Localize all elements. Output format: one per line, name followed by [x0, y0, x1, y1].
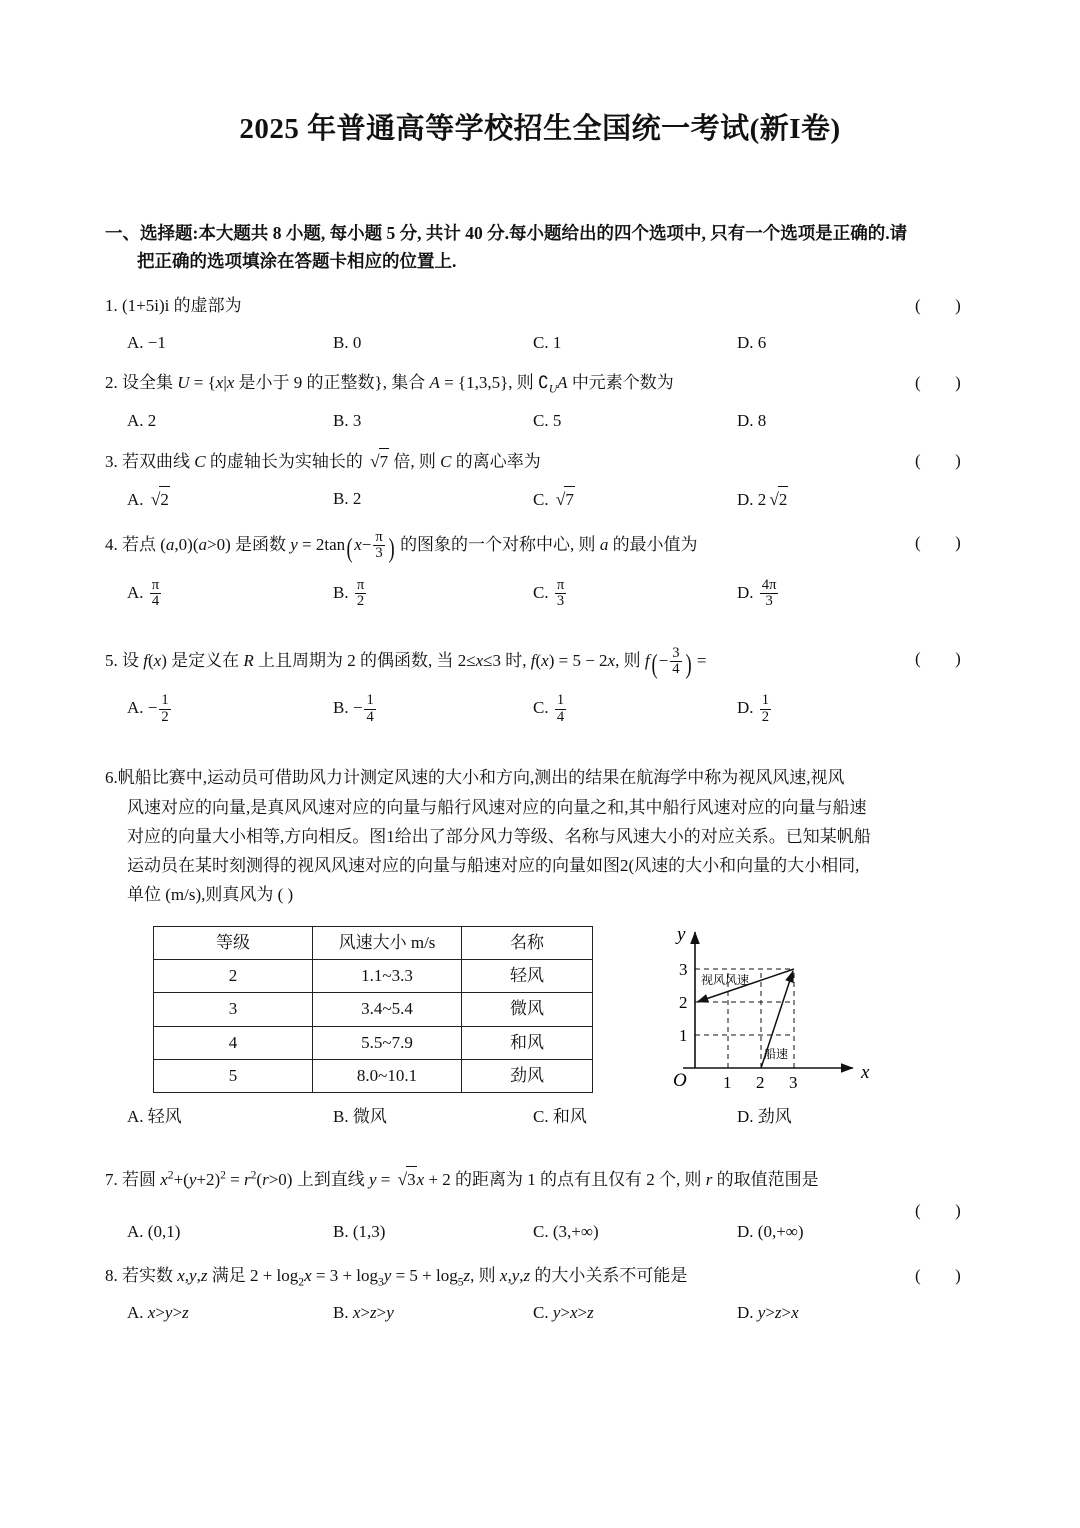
- question-6-line-1: 帆船比赛中,运动员可借助风力计测定风速的大小和方向,测出的结果在航海学中称为视风风速,视风: [117, 768, 845, 788]
- cell-speed: 1.1~3.3: [313, 959, 462, 992]
- question-8-number: 8.: [105, 1266, 118, 1286]
- paren-right: ): [955, 1266, 962, 1286]
- question-7-options: [105, 1219, 985, 1241]
- paren-right: ): [955, 533, 962, 553]
- option-8-B[interactable]: B. x>z>y: [333, 1302, 394, 1322]
- question-1-answer-paren[interactable]: [915, 293, 985, 319]
- wind-scale-table: [153, 926, 593, 1094]
- question-3-stem: 3. 若双曲线 C 的虚轴长为实轴长的 √7 倍, 则 C 的离心率为: [105, 448, 985, 476]
- page-title: 2025 年普通高等学校招生全国统一考试(新I卷): [239, 113, 841, 145]
- question-8-answer-paren[interactable]: [915, 1263, 985, 1289]
- question-3: [105, 448, 985, 508]
- option-6-A[interactable]: A. 轻风: [127, 1106, 182, 1126]
- question-2: [105, 370, 985, 430]
- option-3-B[interactable]: B. 2: [333, 489, 362, 509]
- cell-speed: 8.0~10.1: [313, 1059, 462, 1092]
- cell-speed: 3.4~5.4: [313, 993, 462, 1026]
- question-5-stem: 5. 设 f(x) 是定义在 R 上且周期为 2 的偶函数, 当 2≤x≤3 时, f(x) = 5 − 2x, 则 f(− $\frac{3}{4}$ ) =: [105, 644, 707, 680]
- option-1-B[interactable]: B. 0: [333, 332, 362, 352]
- option-8-D[interactable]: D. y>z>x: [737, 1302, 799, 1322]
- question-3-number: 3.: [105, 452, 118, 472]
- option-3-A[interactable]: A. √2: [127, 486, 170, 514]
- section-line2: 把正确的选项填涂在答题卡相应的位置上.: [137, 251, 457, 272]
- cell-name: 和风: [462, 1026, 593, 1059]
- cell-speed: 5.5~7.9: [313, 1026, 462, 1059]
- apparent-wind-label: 视风风速: [701, 972, 750, 987]
- paren-left: (: [915, 533, 922, 553]
- question-1: [105, 293, 985, 351]
- option-8-A[interactable]: A. x>y>z: [127, 1302, 189, 1322]
- paren-right: ): [955, 372, 962, 392]
- origin-label: O: [673, 1069, 687, 1091]
- option-6-D[interactable]: D. 劲风: [737, 1106, 792, 1126]
- table-row: [154, 1059, 593, 1092]
- question-8: [105, 1263, 985, 1321]
- table-row: [154, 1026, 593, 1059]
- wind-vector-figure: [665, 918, 895, 1098]
- question-1-number: 1.: [105, 296, 118, 316]
- question-2-number: 2.: [105, 372, 118, 392]
- questions-block: [0, 293, 1080, 1321]
- question-1-stem: 1. (1+5i)i 的虚部为: [105, 296, 242, 316]
- option-8-C[interactable]: C. y>x>z: [533, 1302, 594, 1322]
- y-tick-1: 1: [679, 1025, 688, 1045]
- question-4-answer-paren[interactable]: [915, 530, 985, 556]
- question-3-options: [105, 486, 985, 508]
- option-3-C[interactable]: C. √7: [533, 486, 575, 514]
- question-6-figures: [105, 918, 985, 1100]
- option-5-A[interactable]: A. − $\frac{1}{2}$: [127, 692, 169, 725]
- paren-right: ): [955, 296, 962, 316]
- y-axis-label: y: [677, 923, 686, 945]
- option-2-C[interactable]: C. 5: [533, 411, 562, 431]
- section-instructions: [0, 219, 1080, 276]
- boat-speed-label: 船速: [764, 1046, 789, 1061]
- paren-left: (: [915, 372, 922, 392]
- option-4-B[interactable]: B. $\frac{\pi}{2}$: [333, 576, 365, 610]
- question-8-options: [105, 1300, 985, 1322]
- question-6-line-4: 运动员在某时刻测得的视风风速对应的向量与船速对应的向量如图2(风速的大小和向量的大小相同,: [127, 856, 860, 876]
- option-7-D[interactable]: D. (0,+∞): [737, 1222, 804, 1242]
- table-row: [154, 959, 593, 992]
- x-tick-1: 1: [723, 1072, 732, 1092]
- question-7-number: 7.: [105, 1169, 118, 1189]
- cell-level: 3: [154, 993, 313, 1026]
- th-speed: 风速大小 m/s: [313, 926, 462, 959]
- table-header-row: [154, 926, 593, 959]
- option-1-C[interactable]: C. 1: [533, 332, 562, 352]
- question-8-stem: 8. 若实数 x,y,z 满足 $2 + \log_2x = 3 + \log_3y = 5 + \log_5z$, 则 x,y,z 的大小关系不可能是: [105, 1266, 688, 1289]
- cell-name: 劲风: [462, 1059, 593, 1092]
- option-5-D[interactable]: D. $\frac{1}{2}$: [737, 692, 770, 725]
- paren-right: ): [955, 648, 962, 668]
- y-tick-2: 2: [679, 992, 688, 1012]
- option-4-C[interactable]: C. $\frac{\pi}{3}$: [533, 576, 565, 610]
- option-3-D[interactable]: D. 2 √2: [737, 486, 788, 514]
- option-5-B[interactable]: B. − $\frac{1}{4}$: [333, 692, 374, 725]
- option-6-C[interactable]: C. 和风: [533, 1106, 587, 1126]
- x-tick-3: 3: [789, 1072, 798, 1092]
- cell-level: 4: [154, 1026, 313, 1059]
- paren-left: (: [915, 648, 922, 668]
- option-7-C[interactable]: C. (3,+∞): [533, 1222, 599, 1242]
- option-7-A[interactable]: A. (0,1): [127, 1222, 181, 1242]
- question-2-answer-paren[interactable]: [915, 370, 985, 396]
- table-row: [154, 993, 593, 1026]
- section-line1: 本大题共 8 小题, 每小题 5 分, 共计 40 分.每小题给出的四个选项中, 只有一个选项是正确的.请: [198, 222, 908, 243]
- question-4-number: 4.: [105, 534, 118, 554]
- question-2-stem: 2. 设全集 U = {x|x 是小于 9 的正整数}, 集合 A = {1,3,5}, 则 $∁_UA$ 中元素个数为: [105, 372, 674, 396]
- option-2-D[interactable]: D. 8: [737, 411, 767, 431]
- paren-left: (: [915, 1266, 922, 1286]
- option-5-C[interactable]: C. $\frac{1}{4}$: [533, 692, 565, 725]
- paren-right: ): [955, 1200, 962, 1220]
- cell-name: 轻风: [462, 959, 593, 992]
- question-6-number: 6.: [105, 768, 118, 788]
- paren-left: (: [915, 296, 922, 316]
- option-6-B[interactable]: B. 微风: [333, 1106, 387, 1126]
- cell-level: 5: [154, 1059, 313, 1092]
- option-4-D[interactable]: D. $\frac{4\pi}{3}$: [737, 576, 777, 610]
- question-4-stem: 4. 若点 (a,0)(a>0) 是函数 y = 2tan(x− $\frac{\pi}{3}$ ) 的图象的一个对称中心, 则 a 的最小值为: [105, 529, 698, 564]
- question-6-line-2: 风速对应的向量,是真风风速对应的向量与船行风速对应的向量之和,其中船行风速对应的向量与船速: [127, 797, 867, 817]
- question-6-stem: [105, 763, 985, 909]
- option-2-A[interactable]: A. 2: [127, 411, 157, 431]
- cell-level: 2: [154, 959, 313, 992]
- question-6-line-3: 对应的向量大小相等,方向相反。图1给出了部分风力等级、名称与风速大小的对应关系。已知某帆船: [127, 826, 871, 846]
- option-1-A[interactable]: A. −1: [127, 332, 166, 352]
- question-7-stem: 7. 若圆 $x^2+(y+2)^2 = r^2(r>0)$ 上到直线 y = √3x + 2 的距离为 1 的点有且仅有 2 个, 则 r 的取值范围是: [105, 1166, 985, 1194]
- question-3-answer-paren[interactable]: [915, 448, 985, 474]
- vector-diagram-svg: [665, 918, 895, 1098]
- option-2-B[interactable]: B. 3: [333, 411, 362, 431]
- th-name: 名称: [462, 926, 593, 959]
- question-4-options: [105, 578, 985, 624]
- option-7-B[interactable]: B. (1,3): [333, 1222, 386, 1242]
- question-5-answer-paren[interactable]: [915, 646, 985, 672]
- question-5-options: [105, 693, 985, 739]
- question-6-line-5: 单位 (m/s),则真风为 ( ): [127, 885, 294, 905]
- question-5: [105, 646, 985, 740]
- x-tick-2: 2: [756, 1072, 765, 1092]
- option-1-D[interactable]: D. 6: [737, 332, 767, 352]
- option-4-A[interactable]: A. $\frac{\pi}{4}$: [127, 576, 160, 610]
- question-4: [105, 530, 985, 624]
- x-axis-label: x: [861, 1061, 870, 1083]
- paren-right: ): [955, 451, 962, 471]
- th-level: 等级: [154, 926, 313, 959]
- y-tick-3: 3: [679, 959, 688, 979]
- question-6-options: [105, 1104, 985, 1126]
- section-label: 一、选择题:: [105, 222, 199, 243]
- question-2-options: [105, 408, 985, 430]
- question-1-options: [105, 330, 985, 352]
- paren-left: (: [915, 451, 922, 471]
- question-7: [105, 1166, 985, 1242]
- question-6: [105, 763, 985, 1125]
- question-5-number: 5.: [105, 650, 118, 670]
- paren-left: (: [915, 1200, 922, 1220]
- cell-name: 微风: [462, 993, 593, 1026]
